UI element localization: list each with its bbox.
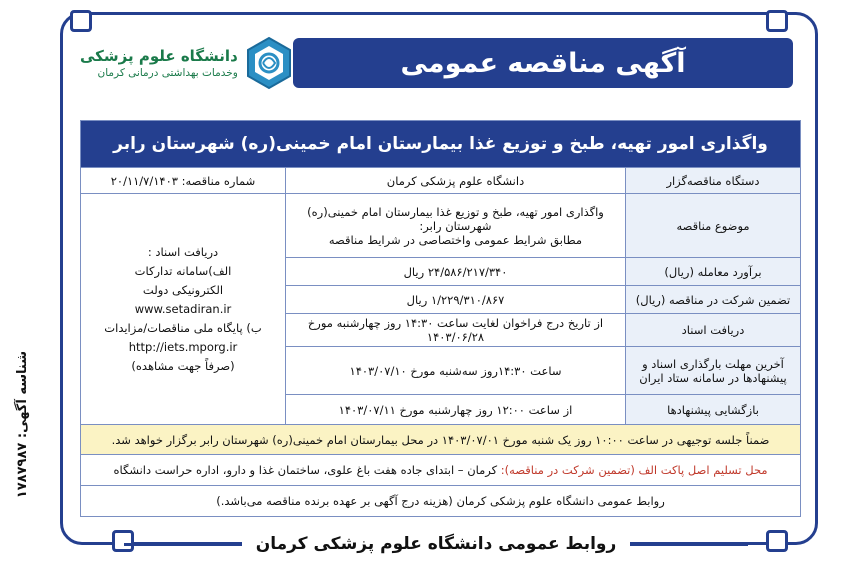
tender-number: شماره مناقصه: ۲۰/۱۱/۷/۱۴۰۳ [81,168,286,194]
deadline-value: ساعت ۱۴:۳۰روز سه‌شنبه مورخ ۱۴۰۳/۰۷/۱۰ [286,347,626,395]
opening-label: بازگشایی پیشنهادها [626,395,801,425]
logo-text [80,47,238,79]
documents-info [81,194,286,425]
docs-a-line-1: الف)سامانه تدارکات [134,263,232,278]
table-heading: واگذاری امور تهیه، طبخ و توزیع غذا بیمارستان امام خمینی(ره) شهرستان رابر [81,121,801,168]
subject-line-2: شهرستان رابر: [419,218,492,233]
delivery-info [81,455,801,486]
deadline-label: آخرین مهلت بارگذاری اسناد و پیشنهادها در سامانه ستاد ایران [626,347,801,395]
table-row [81,194,801,258]
receive-value: از تاریخ درج فراخوان لغایت ساعت ۱۴:۳۰ روز چهارشنبه مورخ ۱۴۰۳/۰۶/۲۸ [286,314,626,347]
title-banner [293,38,793,88]
opening-value: از ساعت ۱۲:۰۰ روز چهارشنبه مورخ ۱۴۰۳/۰۷/۱۱ [286,395,626,425]
header [60,18,805,104]
iets-link[interactable]: http://iets.mporg.ir [128,339,238,354]
org-subtitle: وخدمات بهداشتی درمانی کرمان [97,67,238,79]
docs-b-line-3: (صرفاً جهت مشاهده) [131,358,235,373]
tender-table [80,120,801,517]
footer [60,524,812,564]
delivery-value: کرمان – ابتدای جاده هفت باغ علوی، ساختمان غذا و دارو، اداره حراست دانشگاه [113,463,498,477]
delivery-label: محل تسلیم اصل پاکت الف (تضمین شرکت در مناقصه): [500,463,768,477]
docs-a-line-2: الکترونیکی دولت [142,282,224,297]
meeting-note: ضمناً جلسه توجیهی در ساعت ۱۰:۰۰ روز یک شنبه مورخ ۱۴۰۳/۰۷/۰۱ در محل بیمارستان امام خمینی(ره) شهرستان رابر برگزار خواهد شد. [81,425,801,455]
docs-b-line-1: ب) پایگاه ملی مناقصات/مزایدات [104,320,262,335]
subject-label: موضوع مناقصه [626,194,801,258]
subject-line-1: واگذاری امور تهیه، طبخ و توزیع غذا بیمارستان امام خمینی(ره) [307,204,604,219]
ad-id-vertical [2,300,42,550]
ad-id-text: شناسه آگهی: ۱۷۸۷۹۸۷ [14,351,30,499]
estimate-label: برآورد معامله (ریال) [626,258,801,286]
table-heading-row [81,121,801,168]
table-row [81,168,801,194]
guarantee-value: ۱/۲۲۹/۳۱۰/۸۶۷ ریال [286,286,626,314]
university-logo [80,28,292,98]
docs-title: دریافت اسناد : [147,244,219,259]
setadiran-link[interactable]: www.setadiran.ir [134,301,232,316]
estimate-value: ۲۴/۵۸۶/۲۱۷/۳۴۰ ریال [286,258,626,286]
delivery-row [81,455,801,486]
meeting-row [81,425,801,455]
subject-line-3: مطابق شرایط عمومی واختصاصی در شرایط مناقصه [328,232,583,247]
university-emblem-icon [246,36,292,90]
guarantee-label: تضمین شرکت در مناقصه (ریال) [626,286,801,314]
page-title: آگهی مناقصه عمومی [400,47,686,79]
pr-note: روابط عمومی دانشگاه علوم پزشکی کرمان (هزینه درج آگهی بر عهده برنده مناقصه می‌باشد.) [81,486,801,517]
org-value: دانشگاه علوم پزشکی کرمان [286,168,626,194]
org-name: دانشگاه علوم پزشکی [80,47,238,65]
receive-label: دریافت اسناد [626,314,801,347]
footer-line-left [124,543,242,546]
org-label: دستگاه مناقصه‌گزار [626,168,801,194]
footer-text: روابط عمومی دانشگاه علوم پزشکی کرمان [242,534,631,554]
pr-row [81,486,801,517]
subject-value [286,194,626,258]
footer-line-right [630,543,748,546]
